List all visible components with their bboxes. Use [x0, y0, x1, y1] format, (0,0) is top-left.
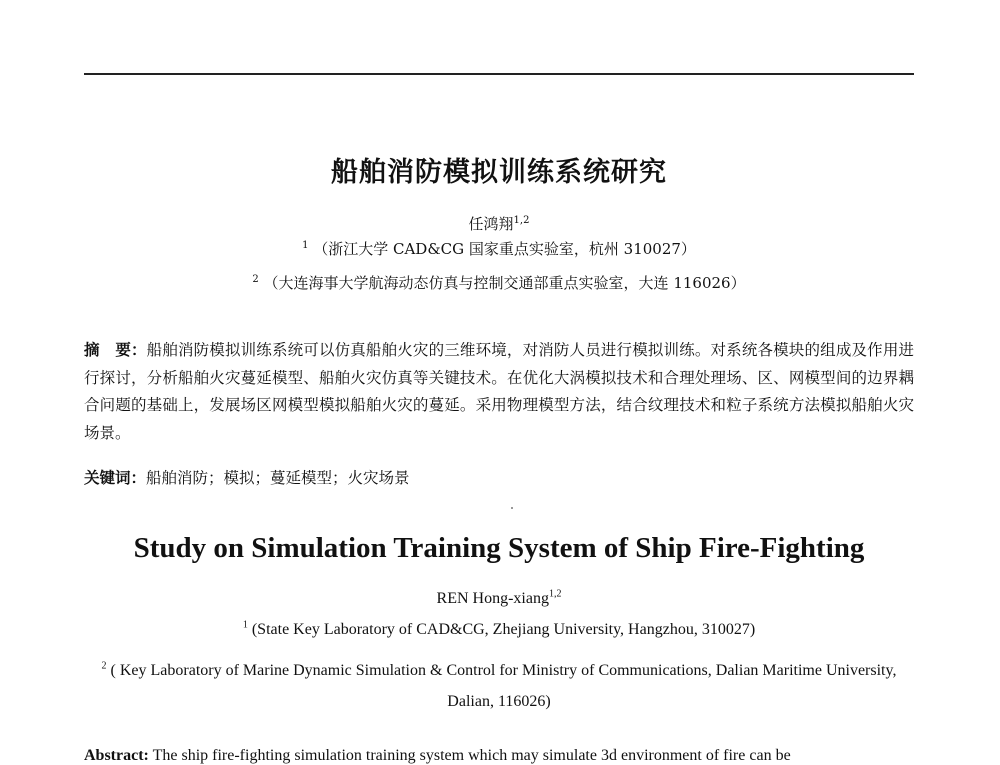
english-affiliation-1: [84, 621, 914, 639]
english-affiliation-2: [84, 655, 914, 717]
english-aff2-text: ( Key Laboratory of Marine Dynamic Simulation & Control for Ministry of Communications, Dalian Maritime University, Dalian, 116026): [110, 662, 897, 710]
header-rule: [84, 73, 914, 75]
chinese-aff2-text: （大连海事大学航海动态仿真与控制交通部重点实验室，大连 116026）: [263, 274, 746, 292]
english-abstract: [84, 747, 914, 765]
chinese-affiliation-1: [84, 238, 914, 259]
chinese-affiliation-2: [84, 272, 914, 293]
english-abstract-text: The ship fire-fighting simulation training system which may simulate 3d environment of fire can be: [152, 747, 791, 764]
chinese-aff1-text: （浙江大学 CAD&CG 国家重点实验室，杭州 310027）: [313, 240, 696, 258]
english-aff1-sup: 1: [242, 619, 248, 631]
english-author-sup: 1,2: [548, 588, 562, 600]
chinese-aff2-sup: 2: [252, 274, 259, 285]
chinese-keywords-label: 关键词：: [84, 468, 147, 487]
english-aff2-sup: 2: [101, 660, 107, 672]
english-aff1-text: (State Key Laboratory of CAD&CG, Zhejiang University, Hangzhou, 310027): [251, 621, 756, 638]
scan-speck: [511, 507, 513, 509]
chinese-aff1-sup: 1: [302, 240, 309, 251]
chinese-author-name: 任鸿翔: [468, 215, 514, 233]
chinese-keywords-text: 船舶消防；模拟；蔓延模型；火灾场景: [146, 469, 410, 487]
chinese-author: [84, 213, 914, 234]
english-author: [84, 590, 914, 608]
english-abstract-label: Abstract:: [84, 747, 149, 764]
chinese-abstract: [84, 336, 914, 447]
chinese-author-sup: 1,2: [513, 215, 530, 226]
chinese-keywords: [84, 466, 914, 488]
chinese-title: 船舶消防模拟训练系统研究: [331, 157, 667, 188]
english-title: Study on Simulation Training System of Ship Fire-Fighting: [133, 532, 865, 564]
chinese-abstract-label: 摘 要：: [84, 340, 147, 359]
english-author-name: REN Hong-xiang: [436, 590, 549, 607]
chinese-abstract-text: 船舶消防模拟训练系统可以仿真船舶火灾的三维环境，对消防人员进行模拟训练。对系统各模块的组成及作用进行探讨，分析船舶火灾蔓延模型、船舶火灾仿真等关键技术。在优化大涡模拟技术和合理处理场、区、网模型间的边界耦合问题的基础上，发展场区网模型模拟船舶火灾的蔓延。采用物理模型方法，结合纹理技术和粒子系统方法模拟船舶火灾场景。: [84, 341, 914, 442]
